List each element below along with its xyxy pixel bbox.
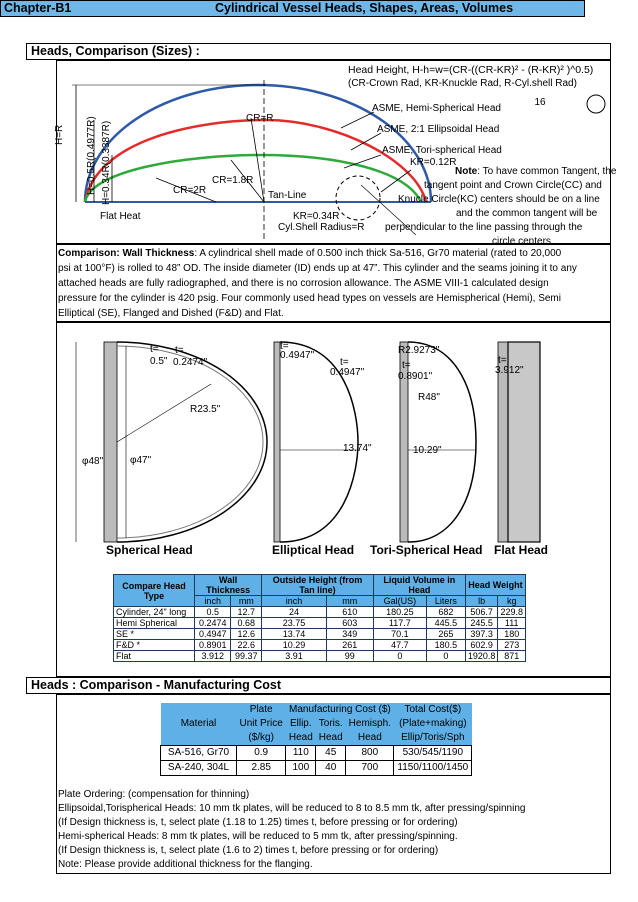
cell: 10.29 <box>262 640 327 651</box>
cell: 349 <box>326 629 373 640</box>
cell: 0.9 <box>237 746 286 761</box>
mh-total3: Ellip/Toris/Sph <box>394 731 472 746</box>
mh-hemi: Hemisph. <box>346 717 394 731</box>
label-h034: H=0.34R(0.3387R) <box>101 120 112 205</box>
cell: 610 <box>326 607 373 618</box>
label-tan: Tan-Line <box>268 190 307 201</box>
cell: 100 <box>286 761 316 776</box>
cell: 180 <box>498 629 526 640</box>
mh-total2: (Plate+making) <box>394 717 472 731</box>
cell: SE * <box>114 629 195 640</box>
u-4: Gal(US) <box>373 596 426 607</box>
label-hr: H=R <box>54 124 65 145</box>
chapter-label: Chapter-B1 <box>4 1 72 15</box>
cell: 397.3 <box>465 629 498 640</box>
mh-unit: Unit Price <box>237 717 286 731</box>
cell: 180.25 <box>373 607 426 618</box>
cell: 2.85 <box>237 761 286 776</box>
cell: 45 <box>316 746 346 761</box>
tor-radius-label: R2.9273" <box>398 345 440 356</box>
flat-t-label: t= <box>498 355 507 366</box>
section-cost-heading: Heads : Comparison - Manufacturing Cost <box>26 677 611 694</box>
table-row <box>114 618 526 629</box>
page-title: Cylindrical Vessel Heads, Shapes, Areas, Volumes <box>215 1 514 15</box>
cell: 245.5 <box>465 618 498 629</box>
mh-head1: Head <box>286 731 316 746</box>
sph-radius-label: R23.5" <box>190 404 221 415</box>
sph-t-value: 0.5" <box>150 356 168 367</box>
section-sizes-heading: Heads, Comparison (Sizes) : <box>26 43 611 60</box>
note-line-0 <box>455 166 616 177</box>
note-line-3: and the common tangent will be <box>456 208 598 219</box>
cell: Flat <box>114 651 195 662</box>
flat-t-value: 3.912" <box>495 365 524 376</box>
mh-unit2: ($/kg) <box>237 731 286 746</box>
comparison-line-0-text: : A cylindrical shell made of 0.500 inch thick Sa-516, Gr70 material (rated to 20,000 <box>194 248 562 259</box>
ellip-curve <box>85 120 426 202</box>
caption-torispherical: Tori-Spherical Head <box>370 543 483 557</box>
label-hemi: ASME, Hemi-Spherical Head <box>372 103 501 114</box>
cell: 111 <box>498 618 526 629</box>
tor-r48-label: R48" <box>418 392 440 403</box>
u-6: lb <box>465 596 498 607</box>
comparison-line-0 <box>58 246 613 261</box>
u-0: inch <box>195 596 231 607</box>
cell: 1150/1100/1450 <box>394 761 472 776</box>
tor-height-label: 10.29" <box>413 445 442 456</box>
note-line-1: tangent point and Crown Circle(CC) and <box>424 180 602 191</box>
cell: 70.1 <box>373 629 426 640</box>
note-line-0-text: : To have common Tangent, the <box>477 166 617 177</box>
sph-head-outer <box>117 342 267 542</box>
mh-head3: Head <box>346 731 394 746</box>
cell: 445.5 <box>426 618 465 629</box>
cell: Hemi Spherical <box>114 618 195 629</box>
cell: 602.9 <box>465 640 498 651</box>
ell-t2-label: t= <box>340 357 349 368</box>
knuckle-circle <box>336 176 380 220</box>
label-ellip: ASME, 2:1 Ellipsoidal Head <box>377 124 500 135</box>
size-header-row <box>114 575 526 596</box>
cell: 1920.8 <box>465 651 498 662</box>
mh-total: Total Cost($) <box>394 703 472 717</box>
cell: 0.2474 <box>195 618 231 629</box>
sph-shell-wall <box>104 342 117 542</box>
h-wall: Wall Thickness <box>195 575 262 596</box>
h-type: Compare Head Type <box>114 575 195 607</box>
cell: 3.912 <box>195 651 231 662</box>
cell: 0.8901 <box>195 640 231 651</box>
mh-ellip: Ellip. <box>286 717 316 731</box>
cell: 23.75 <box>262 618 327 629</box>
label-cyl: Cyl.Shell Radius=R <box>278 222 365 233</box>
mh-head2: Head <box>316 731 346 746</box>
table-row <box>114 607 526 618</box>
sph-dia48-label: φ48" <box>82 456 104 467</box>
leader-hemi <box>341 112 374 128</box>
note-line-2: Knucle Circle(KC) centers should be on a line <box>398 194 600 205</box>
label-flat: Flat Heat <box>100 211 141 222</box>
cell: 12.7 <box>231 607 262 618</box>
note-1: Ellipsoidal,Torispherical Heads: 10 mm tk plates, will be reduced to 8 to 8.5 mm tk, after pressing/spinning <box>58 803 526 814</box>
sph-t2-value: 0.2474" <box>173 357 208 368</box>
ell-t2-value: 0.4947" <box>330 367 365 378</box>
note-5: Note: Please provide additional thickness for the flanging. <box>58 859 313 870</box>
cell: 0.5 <box>195 607 231 618</box>
mh-plate: Plate <box>237 703 286 717</box>
label-kr034: KR=0.34R <box>293 211 340 222</box>
page-badge: 16 <box>534 97 546 108</box>
cell: SA-240, 304L <box>161 761 237 776</box>
caption-spherical: Spherical Head <box>106 543 193 557</box>
note-3: Hemi-spherical Heads: 8 mm tk plates, will be reduced to 5 mm tk, after pressing/spinning. <box>58 831 458 842</box>
cell: 682 <box>426 607 465 618</box>
cell: 40 <box>316 761 346 776</box>
u-5: Liters <box>426 596 465 607</box>
cell: 0.4947 <box>195 629 231 640</box>
h-weight: Head Weight <box>465 575 525 596</box>
cell: 180.5 <box>426 640 465 651</box>
table-row <box>114 651 526 662</box>
sph-head-inner <box>117 346 263 538</box>
cell: 0.68 <box>231 618 262 629</box>
cell: F&D * <box>114 640 195 651</box>
comparison-line-1: psi at 100°F) is rolled to 48” OD. The inside diameter (ID) ends up at 47”. This cylinder and the seams joining it to any <box>58 263 577 274</box>
note-line-4: perpendicular to the line passing through the <box>385 222 583 233</box>
cell: 506.7 <box>465 607 498 618</box>
cell: 99.37 <box>231 651 262 662</box>
cost-frame <box>56 694 611 787</box>
u-1: mm <box>231 596 262 607</box>
ell-height-label: 13.74" <box>343 443 372 454</box>
label-cr-18r: CR=1.8R <box>212 175 254 186</box>
note-2: (If Design thickness is, t, select plate (1.18 to 1.25) times t, before pressing or for ordering) <box>58 817 458 828</box>
comparison-line-3: pressure for the cylinder is 420 psig. Four commonly used head types on vessels are Hemispherical (Hemi), Semi <box>58 293 561 304</box>
ell-shell-wall <box>274 342 280 542</box>
cell: 800 <box>346 746 394 761</box>
ell-t-value: 0.4947" <box>280 350 315 361</box>
cell: SA-516, Gr70 <box>161 746 237 761</box>
head-drawings <box>56 322 611 557</box>
note-bold: Note <box>455 166 478 177</box>
cell: 700 <box>346 761 394 776</box>
title-bar <box>0 0 585 17</box>
cell: 47.7 <box>373 640 426 651</box>
mh-material: Material <box>161 703 237 746</box>
table-row <box>114 629 526 640</box>
h-height: Outside Height (from Tan line) <box>262 575 374 596</box>
cell: 12.6 <box>231 629 262 640</box>
cell: 871 <box>498 651 526 662</box>
sph-t-label: t= <box>150 344 159 355</box>
tor-t-label: t= <box>402 360 411 371</box>
radius-cr-r <box>251 118 264 202</box>
u-3: mm <box>326 596 373 607</box>
comparison-bold: Comparison: Wall Thickness <box>58 248 195 259</box>
formula-line2: (CR-Crown Rad, KR-Knuckle Rad, R-Cyl.shell Rad) <box>348 78 577 89</box>
note-4: (If Design thickness is, t, select plate (1.6 to 2) times t, before pressing or for ordering) <box>58 845 439 856</box>
cell: 3.91 <box>262 651 327 662</box>
cell: 229.8 <box>498 607 526 618</box>
sph-t2-label: t= <box>175 345 184 356</box>
note-0: Plate Ordering: (compensation for thinning) <box>58 789 250 800</box>
u-2: inch <box>262 596 327 607</box>
cell: 0 <box>373 651 426 662</box>
caption-elliptical: Elliptical Head <box>272 543 355 557</box>
ell-t-label: t= <box>280 341 289 352</box>
cell: 0 <box>426 651 465 662</box>
cell: 24 <box>262 607 327 618</box>
label-cr-r: CR=R <box>246 113 274 124</box>
tor-t-value: 0.8901" <box>398 371 433 382</box>
cell: 273 <box>498 640 526 651</box>
cell: 603 <box>326 618 373 629</box>
cell: 261 <box>326 640 373 651</box>
leader-ellip <box>351 133 381 150</box>
h-liquid: Liquid Volume in Head <box>373 575 465 596</box>
note-line-5: circle centers <box>492 236 551 244</box>
sph-dia47-label: φ47" <box>130 455 152 466</box>
page-badge-circle <box>587 95 605 113</box>
cell: 530/545/1190 <box>394 746 472 761</box>
comparison-text <box>56 246 613 321</box>
label-toris: ASME, Tori-spherical Head <box>382 145 502 156</box>
label-kr012: KR=0.12R <box>410 157 457 168</box>
table-row <box>114 640 526 651</box>
mh-toris: Toris. <box>316 717 346 731</box>
label-cr-2r: CR=2R <box>173 185 207 196</box>
mh-mfg: Manufacturing Cost ($) <box>286 703 394 717</box>
formula-line1: Head Height, H-h=w=(CR-((CR-KR)² - (R-KR)² )^0.5) <box>348 64 594 76</box>
cell: 265 <box>426 629 465 640</box>
cell: 117.7 <box>373 618 426 629</box>
u-7: kg <box>498 596 526 607</box>
cell: 110 <box>286 746 316 761</box>
comparison-line-2: attached heads are fully radiographed, and there is no corrosion allowance. The ASME VIII-1 calculated design <box>58 278 549 289</box>
cell: 22.6 <box>231 640 262 651</box>
cell: Cylinder, 24" long <box>114 607 195 618</box>
label-h05: H=0.5R(0.4977R) <box>86 116 97 195</box>
cell: 13.74 <box>262 629 327 640</box>
size-comparison-table <box>113 574 526 662</box>
comparison-line-4: Elliptical (SE), Flanged and Dished (F&D) and Flat. <box>58 308 284 319</box>
cell: 99 <box>326 651 373 662</box>
caption-flat: Flat Head <box>494 543 549 557</box>
